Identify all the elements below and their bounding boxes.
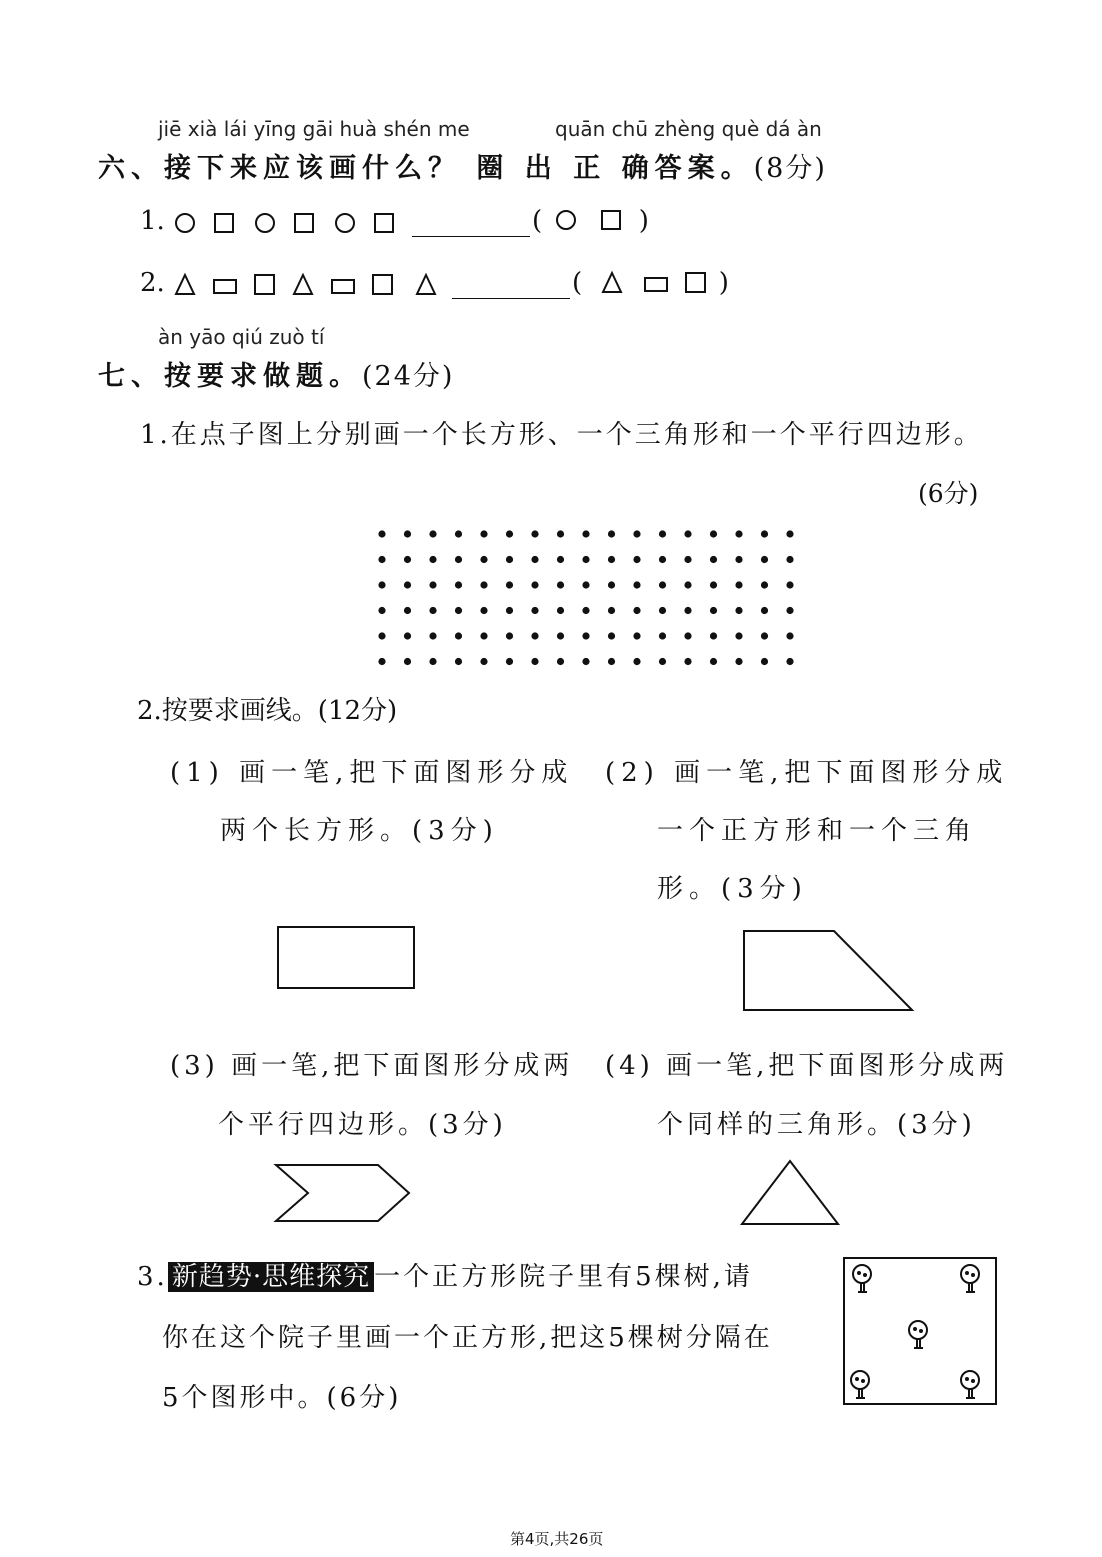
grid-dot[interactable] bbox=[557, 632, 564, 639]
section6-q2-options: ( ) bbox=[572, 268, 729, 298]
grid-dot[interactable] bbox=[659, 556, 666, 563]
grid-dot[interactable] bbox=[531, 530, 538, 537]
tree-icon bbox=[853, 1265, 871, 1292]
grid-dot[interactable] bbox=[429, 556, 436, 563]
circle-shape bbox=[176, 214, 194, 232]
rectangle-option[interactable] bbox=[645, 278, 667, 291]
grid-dot[interactable] bbox=[378, 556, 385, 563]
section6-q2-number: 2. bbox=[140, 268, 165, 298]
grid-dot[interactable] bbox=[480, 581, 487, 588]
grid-dot[interactable] bbox=[531, 556, 538, 563]
section7-q1-score: (6分) bbox=[918, 479, 979, 508]
grid-dot[interactable] bbox=[761, 581, 768, 588]
grid-dot[interactable] bbox=[557, 556, 564, 563]
grid-dot[interactable] bbox=[404, 632, 411, 639]
section7-q2-text: 2.按要求画线。(12分) bbox=[137, 696, 398, 726]
grid-dot[interactable] bbox=[582, 607, 589, 614]
grid-dot[interactable] bbox=[378, 632, 385, 639]
grid-dot[interactable] bbox=[684, 607, 691, 614]
grid-dot[interactable] bbox=[659, 658, 666, 665]
grid-dot[interactable] bbox=[531, 581, 538, 588]
grid-dot[interactable] bbox=[506, 632, 513, 639]
grid-dot[interactable] bbox=[455, 658, 462, 665]
grid-dot[interactable] bbox=[582, 581, 589, 588]
grid-dot[interactable] bbox=[735, 658, 742, 665]
grid-dot[interactable] bbox=[710, 556, 717, 563]
section6-q2-sequence bbox=[170, 270, 450, 300]
section7-q3-line1 bbox=[137, 1256, 753, 1293]
section7-pinyin: àn yāo qiú zuò tí bbox=[158, 325, 325, 349]
part1-line1-text: 画一笔,把下面图形分成 bbox=[239, 758, 574, 788]
part1-rectangle-figure[interactable] bbox=[276, 925, 418, 991]
grid-dot[interactable] bbox=[608, 658, 615, 665]
grid-dot[interactable] bbox=[608, 581, 615, 588]
grid-dot[interactable] bbox=[633, 556, 640, 563]
part3-chevron-figure[interactable] bbox=[272, 1162, 414, 1224]
section7-q1-text: 1.在点子图上分别画一个长方形、一个三角形和一个平行四边形。 bbox=[140, 420, 983, 450]
grid-dot[interactable] bbox=[378, 530, 385, 537]
section7-q3-line2: 你在这个院子里画一个正方形,把这5棵树分隔在 bbox=[162, 1323, 773, 1353]
grid-dot[interactable] bbox=[684, 530, 691, 537]
grid-dot[interactable] bbox=[455, 581, 462, 588]
part4-line2: 个同样的三角形。(3分) bbox=[657, 1110, 976, 1140]
grid-dot[interactable] bbox=[786, 530, 793, 537]
rectangle-shape bbox=[214, 280, 236, 293]
grid-dot[interactable] bbox=[531, 658, 538, 665]
tree-icon bbox=[851, 1371, 869, 1398]
grid-dot[interactable] bbox=[378, 607, 385, 614]
part3-line2: 个平行四边形。(3分) bbox=[218, 1110, 507, 1140]
grid-dot[interactable] bbox=[582, 556, 589, 563]
grid-dot[interactable] bbox=[659, 581, 666, 588]
section6-q2-answer-blank[interactable] bbox=[452, 276, 570, 303]
dot-grid[interactable] bbox=[376, 526, 796, 666]
grid-dot[interactable] bbox=[786, 581, 793, 588]
grid-dot[interactable] bbox=[710, 607, 717, 614]
section7-q3-line1-text: 一个正方形院子里有5棵树,请 bbox=[374, 1262, 753, 1292]
section6-q1-sequence bbox=[170, 208, 410, 238]
grid-dot[interactable] bbox=[710, 632, 717, 639]
grid-dot[interactable] bbox=[684, 632, 691, 639]
grid-dot[interactable] bbox=[761, 607, 768, 614]
grid-dot[interactable] bbox=[582, 530, 589, 537]
part4-triangle-figure[interactable] bbox=[738, 1158, 842, 1228]
grid-dot[interactable] bbox=[506, 530, 513, 537]
grid-dot[interactable] bbox=[608, 632, 615, 639]
grid-dot[interactable] bbox=[786, 658, 793, 665]
section6-pinyin-right: quān chū zhèng què dá àn bbox=[555, 117, 822, 141]
section6-pinyin-left: jiē xià lái yīng gāi huà shén me bbox=[158, 117, 470, 141]
circle-shape bbox=[336, 214, 354, 232]
grid-dot[interactable] bbox=[404, 530, 411, 537]
grid-dot[interactable] bbox=[531, 607, 538, 614]
grid-dot[interactable] bbox=[582, 632, 589, 639]
section7-title-text: 七、按要求做题。 bbox=[98, 361, 362, 392]
new-trend-badge: 新趋势·思维探究 bbox=[168, 1262, 374, 1292]
grid-dot[interactable] bbox=[761, 632, 768, 639]
section6-title bbox=[98, 146, 827, 185]
grid-dot[interactable] bbox=[786, 556, 793, 563]
grid-dot[interactable] bbox=[710, 581, 717, 588]
part3-label: (3) bbox=[170, 1051, 219, 1081]
section7-title bbox=[98, 354, 454, 393]
part2-line2: 一个正方形和一个三角 bbox=[657, 816, 978, 846]
grid-dot[interactable] bbox=[480, 607, 487, 614]
part2-label: (2) bbox=[605, 758, 660, 788]
grid-dot[interactable] bbox=[429, 607, 436, 614]
grid-dot[interactable] bbox=[608, 530, 615, 537]
grid-dot[interactable] bbox=[761, 556, 768, 563]
grid-dot[interactable] bbox=[786, 607, 793, 614]
grid-dot[interactable] bbox=[761, 658, 768, 665]
part2-trapezoid-figure[interactable] bbox=[742, 928, 918, 1014]
grid-dot[interactable] bbox=[480, 632, 487, 639]
triangle-shape bbox=[176, 275, 194, 294]
part1-line1 bbox=[170, 752, 573, 789]
grid-dot[interactable] bbox=[735, 581, 742, 588]
grid-dot[interactable] bbox=[633, 607, 640, 614]
section6-q1-options: ( ) bbox=[532, 206, 649, 236]
grid-dot[interactable] bbox=[506, 658, 513, 665]
circle-option[interactable] bbox=[557, 211, 575, 229]
part3-line1-text: 画一笔,把下面图形分成两 bbox=[231, 1051, 574, 1081]
grid-dot[interactable] bbox=[480, 530, 487, 537]
part2-line1-text: 画一笔,把下面图形分成 bbox=[674, 758, 1009, 788]
triangle-option[interactable] bbox=[603, 273, 621, 292]
section7-score: (24分) bbox=[362, 361, 455, 392]
grid-dot[interactable] bbox=[710, 658, 717, 665]
grid-dot[interactable] bbox=[735, 632, 742, 639]
grid-dot[interactable] bbox=[429, 632, 436, 639]
tree-icon bbox=[909, 1321, 927, 1348]
part3-line1 bbox=[170, 1045, 573, 1082]
square-shape bbox=[295, 214, 313, 232]
grid-dot[interactable] bbox=[735, 607, 742, 614]
section7-q3-line3: 5个图形中。(6分) bbox=[162, 1383, 402, 1413]
grid-dot[interactable] bbox=[378, 658, 385, 665]
grid-dot[interactable] bbox=[404, 581, 411, 588]
triangle-shape bbox=[294, 275, 312, 294]
section6-q1-number: 1. bbox=[140, 206, 165, 236]
grid-dot[interactable] bbox=[761, 530, 768, 537]
grid-dot[interactable] bbox=[633, 658, 640, 665]
part4-label: (4) bbox=[605, 1051, 654, 1081]
section6-score: (8分) bbox=[753, 153, 827, 184]
grid-dot[interactable] bbox=[557, 658, 564, 665]
grid-dot[interactable] bbox=[429, 581, 436, 588]
section6-title-text: 六、接下来应该画什么？ 圈 出 正 确答案。 bbox=[98, 153, 754, 184]
part2-line3: 形。(3分) bbox=[657, 874, 808, 904]
grid-dot[interactable] bbox=[506, 607, 513, 614]
grid-dot[interactable] bbox=[455, 556, 462, 563]
grid-dot[interactable] bbox=[633, 530, 640, 537]
grid-dot[interactable] bbox=[608, 556, 615, 563]
grid-dot[interactable] bbox=[786, 632, 793, 639]
page-footer: 第4页,共26页 bbox=[510, 1530, 604, 1548]
tree-icon bbox=[961, 1371, 979, 1398]
grid-dot[interactable] bbox=[735, 556, 742, 563]
grid-dot[interactable] bbox=[659, 607, 666, 614]
grid-dot[interactable] bbox=[633, 632, 640, 639]
part4-line1 bbox=[605, 1045, 1008, 1082]
grid-dot[interactable] bbox=[455, 632, 462, 639]
circle-shape bbox=[256, 214, 274, 232]
square-shape bbox=[255, 275, 274, 294]
square-shape bbox=[373, 275, 392, 294]
part1-line2: 两个长方形。(3分) bbox=[220, 816, 499, 846]
triangle-shape bbox=[417, 275, 435, 294]
rectangle-shape bbox=[332, 280, 354, 293]
grid-dot[interactable] bbox=[582, 658, 589, 665]
grid-dot[interactable] bbox=[506, 581, 513, 588]
grid-dot[interactable] bbox=[659, 632, 666, 639]
grid-dot[interactable] bbox=[429, 658, 436, 665]
grid-dot[interactable] bbox=[633, 581, 640, 588]
grid-dot[interactable] bbox=[429, 530, 436, 537]
grid-dot[interactable] bbox=[455, 607, 462, 614]
grid-dot[interactable] bbox=[557, 530, 564, 537]
square-shape bbox=[375, 214, 393, 232]
grid-dot[interactable] bbox=[404, 658, 411, 665]
grid-dot[interactable] bbox=[506, 556, 513, 563]
grid-dot[interactable] bbox=[557, 581, 564, 588]
grid-dot[interactable] bbox=[608, 607, 615, 614]
part1-label: (1) bbox=[170, 758, 225, 788]
grid-dot[interactable] bbox=[531, 632, 538, 639]
courtyard-figure[interactable] bbox=[842, 1256, 998, 1406]
grid-dot[interactable] bbox=[404, 556, 411, 563]
square-option[interactable] bbox=[602, 211, 620, 229]
section7-q3-number: 3. bbox=[137, 1262, 168, 1292]
square-shape bbox=[215, 214, 233, 232]
grid-dot[interactable] bbox=[480, 658, 487, 665]
tree-icon bbox=[961, 1265, 979, 1292]
grid-dot[interactable] bbox=[480, 556, 487, 563]
part2-line1 bbox=[605, 752, 1008, 789]
grid-dot[interactable] bbox=[735, 530, 742, 537]
grid-dot[interactable] bbox=[659, 530, 666, 537]
grid-dot[interactable] bbox=[684, 658, 691, 665]
grid-dot[interactable] bbox=[404, 607, 411, 614]
grid-dot[interactable] bbox=[710, 530, 717, 537]
grid-dot[interactable] bbox=[455, 530, 462, 537]
grid-dot[interactable] bbox=[557, 607, 564, 614]
section6-q1-answer-blank[interactable] bbox=[412, 214, 530, 241]
part4-line1-text: 画一笔,把下面图形分成两 bbox=[666, 1051, 1009, 1081]
grid-dot[interactable] bbox=[378, 581, 385, 588]
grid-dot[interactable] bbox=[684, 581, 691, 588]
grid-dot[interactable] bbox=[684, 556, 691, 563]
square-option[interactable] bbox=[686, 273, 705, 292]
